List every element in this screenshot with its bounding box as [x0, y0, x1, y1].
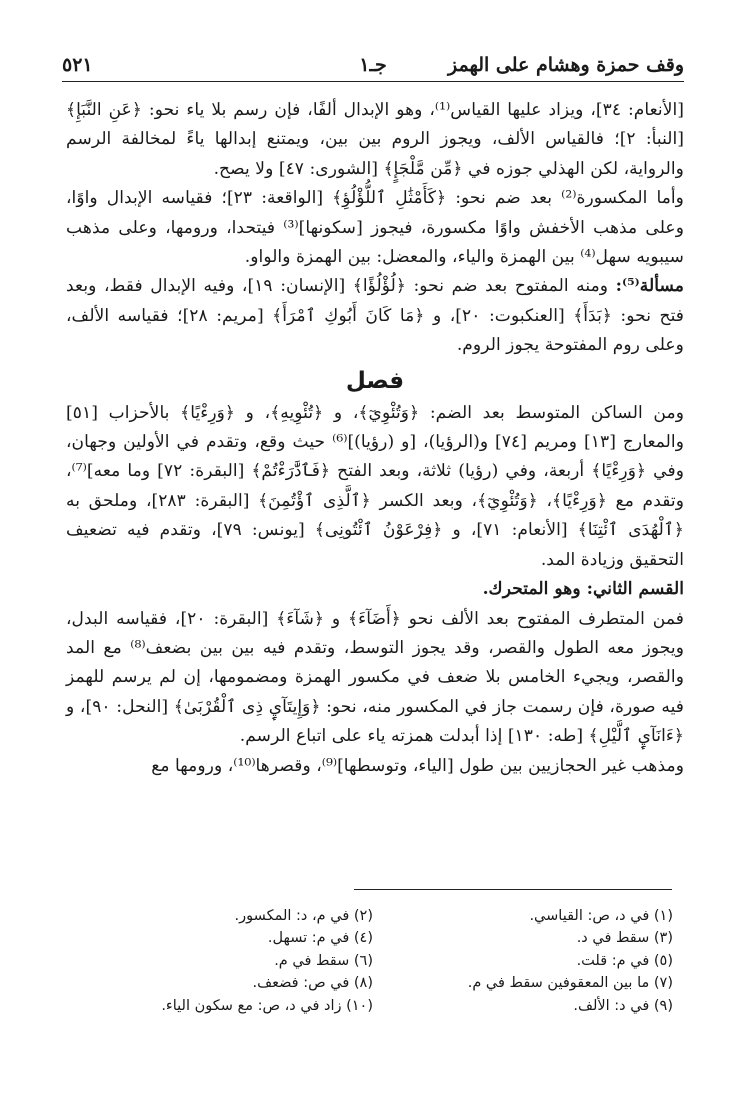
footnote-row — [73, 927, 673, 949]
footnote-3: (٣) سقط في د. — [576, 930, 673, 947]
paragraph-6: ومذهب غير الحجازيين بين طول [الياء، وتوسطها]⁽⁹⁾، وقصرها⁽¹⁰⁾، ورومها مع — [151, 755, 684, 776]
paragraph-2: وأما المكسورة⁽²⁾ بعد ضم نحو: ﴿كَأَمْثَٰلِ ٱللُّؤْلُؤِ﴾ [الواقعة: ٢٣]؛ فقياسه الإبدال واوًا، وعلى مذهب الأخفش واوًا مكسورة، فيجوز [سكونها]⁽³⁾ فيتحدا، ورومها، وعلى مذهب سيبويه سهل⁽⁴⁾ بين الهمزة والياء، والمعضل: بين الهمزة والواو. — [66, 188, 684, 268]
footnote-2: (٢) في م، د: المكسور. — [234, 908, 373, 924]
footnote-row — [73, 995, 673, 1017]
main-text — [66, 96, 684, 781]
paragraph-1: [الأنعام: ٣٤]، ويزاد عليها القياس⁽¹⁾، وهو الإبدال ألفًا، فإن رسم بلا ياء نحو: ﴿عَنِ النَّبَإِ﴾ [النبأ: ٢]؛ فالقياس الألف، ويجوز الروم بين بين، ويمتنع إبدالها ياءً لمخالفة الرسم والرواية، لكن الهذلي جوزه في ﴿مِّن مَّلْجَإٍ﴾ [الشورى: ٤٧] ولا يصح. — [66, 100, 685, 179]
footnote-5: (٥) في م: قلت. — [576, 952, 673, 969]
paragraph-3 — [66, 272, 684, 360]
footnote-7: (٧) ما بين المعقوفين سقط في م. — [467, 975, 673, 992]
footnote-9: (٩) في د: الألف. — [573, 997, 673, 1014]
section-heading: فصل — [345, 367, 405, 394]
footnote-1: (١) في د، ص: القياسي. — [529, 908, 673, 924]
masala-label: مسألة⁽⁵⁾: — [615, 276, 684, 297]
footnote-6: (٦) سقط في م. — [274, 952, 373, 969]
footnote-row — [73, 972, 673, 994]
footnote-10: (١٠) زاد في د، ص: مع سكون الياء. — [161, 997, 373, 1014]
paragraph-3-text: ومنه المفتوح بعد ضم نحو: ﴿لُؤْلُؤًا﴾ [الإنسان: ١٩]، وفيه الإبدال فقط، وبعد فتح نحو: ﴿بَدَأَ﴾ [العنكبوت: ٢٠]، و ﴿مَا كَانَ أَبُوكِ ٱمْرَأَ﴾ [مريم: ٢٨]؛ فقياسه الألف، وعلى روم المفتوحة يجوز الروم. — [66, 276, 684, 356]
paragraph-5: فمن المتطرف المفتوح بعد الألف نحو ﴿أَضَآءَ﴾ و ﴿شَآءَ﴾ [البقرة: ٢٠]، فقياسه البدل، ويجوز معه الطول والقصر، وقد يجوز التوسط، وتقدم فيه بين بين بضعف⁽⁸⁾ مع المد والقصر، ويجيء الخامس بلا ضعف في مكسور الهمزة ومضمومها، إن لم يرسم للهمز فيه صورة، فإن رسمت جاز في المكسور منه، نحو: ﴿وَإِيتَآيِٕ ذِى ٱلْقُرْبَىٰ﴾ [النحل: ٩٠]، و ﴿ءَانَآيِٕ ٱلَّيْلِ﴾ [طه: ١٣٠] إذا أبدلت همزته ياء على اتباع الرسم. — [66, 608, 684, 747]
footnote-rule — [354, 889, 672, 890]
footnote-4: (٤) في م: تسهل. — [267, 930, 373, 947]
footnote-8: (٨) في ص: فضعف. — [252, 975, 373, 992]
footnote-row — [73, 950, 673, 972]
paragraph-4: ومن الساكن المتوسط بعد الضم: ﴿وَتُئْوِيٓ﴾، و ﴿تُئْوِيهِ﴾، و ﴿وَرِءْيًا﴾ بالأحزاب [٥١] والمعارج [١٣] ومريم [٧٤] و(الرؤيا)، [و (رؤيا)]⁽⁶⁾ حيث وقع، وتقدم في الأولين وجهان، وفي ﴿وَرِءْيًا﴾ أربعة، وفي (رؤيا) ثلاثة، وبعد الفتح ﴿فَٱدَّٰرَءْتُمْ﴾ [البقرة: ٧٢] وما معه]⁽⁷⁾، وتقدم مع ﴿وَرِءْيًا﴾، ﴿وَتُئْوِيٓ﴾، وبعد الكسر ﴿ٱلَّذِى ٱؤْتُمِنَ﴾ [البقرة: ٢٨٣]، وملحق به ﴿ٱلْهُدَى ٱئْتِنَا﴾ [الأنعام: ٧١]، و ﴿فِرْعَوْنُ ٱئْتُونِى﴾ [يونس: ٧٩]، وتقدم فيه تضعيف التحقيق وزيادة المد. — [66, 402, 685, 570]
volume-label: جـ١ — [359, 54, 387, 76]
page-number: ٥٢١ — [62, 54, 93, 76]
subheading: القسم الثاني: وهو المتحرك. — [482, 579, 684, 600]
header-rule — [62, 81, 684, 82]
footnotes — [73, 905, 673, 1017]
chapter-title: وقف حمزة وهشام على الهمز — [447, 54, 684, 76]
running-header — [62, 48, 684, 82]
footnote-row — [73, 905, 673, 927]
